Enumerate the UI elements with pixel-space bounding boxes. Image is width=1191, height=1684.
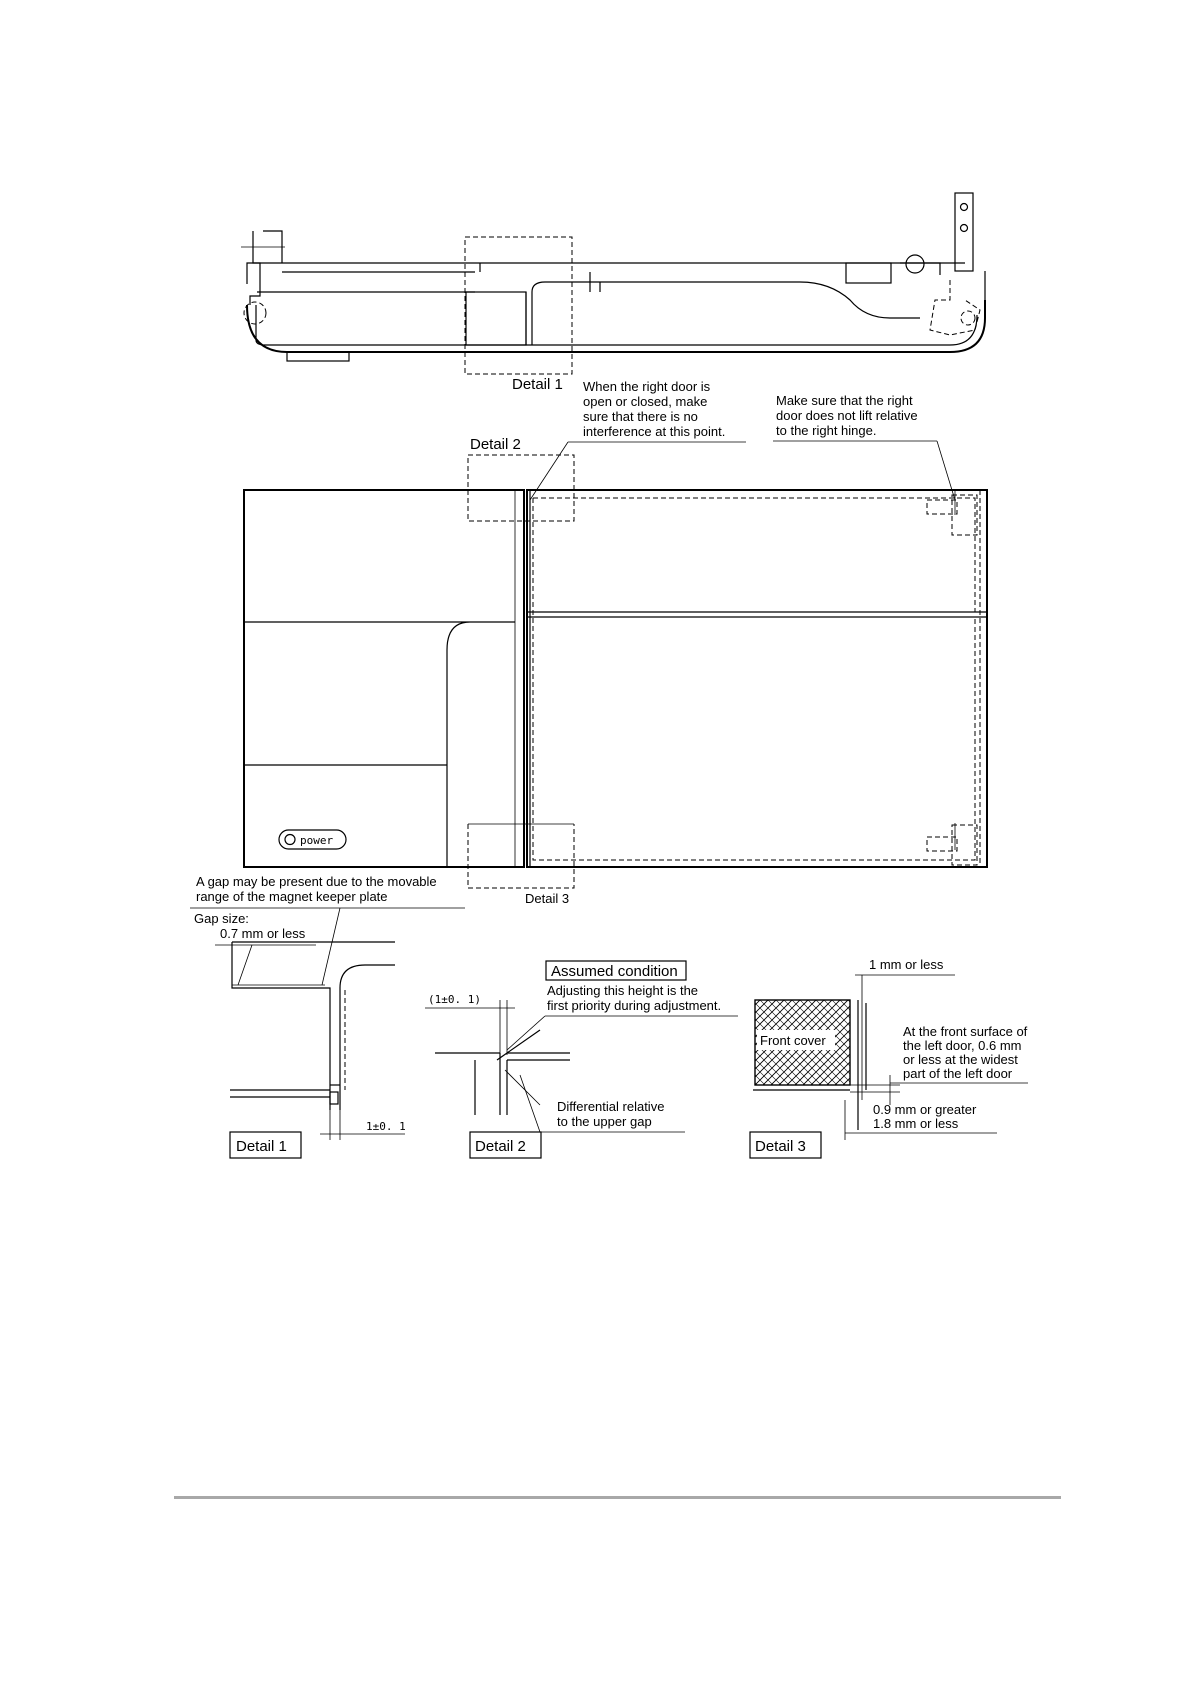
gap-size-value: 0.7 mm or less [220, 926, 306, 941]
note-front-surface-line-2: the left door, 0.6 mm [903, 1038, 1022, 1053]
note-priority-line-2: first priority during adjustment. [547, 998, 722, 1013]
note-interference [530, 379, 746, 500]
note-differential-line-2: to the upper gap [557, 1114, 652, 1129]
detail3-caption: Detail 3 [755, 1138, 806, 1155]
note-bottom-line-2: 1.8 mm or less [873, 1116, 959, 1131]
note-differential-line-1: Differential relative [557, 1099, 665, 1114]
note-front-surface-line-4: part of the left door [903, 1066, 1013, 1081]
note-gap-line-2: range of the magnet keeper plate [196, 889, 388, 904]
detail1-box-label: Detail 1 [512, 376, 563, 393]
front-cover-label: Front cover [760, 1033, 826, 1048]
front-view [244, 436, 987, 906]
note-lift-line-3: to the right hinge. [776, 423, 877, 438]
power-label: power [300, 834, 334, 847]
power-button[interactable] [279, 830, 346, 849]
note-gap-line-1: A gap may be present due to the movable [196, 874, 437, 889]
note-lift-line-1: Make sure that the right [776, 393, 913, 408]
assumed-condition-label: Assumed condition [551, 963, 678, 980]
note-interference-line-1: When the right door is [583, 379, 711, 394]
note-interference-line-3: sure that there is no [583, 409, 698, 424]
detail3-top-dim: 1 mm or less [869, 957, 944, 972]
note-interference-line-2: open or closed, make [583, 394, 708, 409]
detail2-caption: Detail 2 [475, 1138, 526, 1155]
note-lift [773, 393, 955, 500]
detail1-section [194, 911, 406, 1158]
detail3-section [750, 957, 1028, 1158]
detail3-box-label: Detail 3 [525, 891, 570, 906]
note-bottom-line-1: 0.9 mm or greater [873, 1102, 977, 1117]
top-view [241, 193, 985, 393]
note-front-surface-line-3: or less at the widest [903, 1052, 1018, 1067]
gap-size-title: Gap size: [194, 911, 249, 926]
detail2-dimension: (1±0. 1) [428, 993, 481, 1006]
note-front-surface-line-1: At the front surface of [903, 1024, 1028, 1039]
detail2-box-label: Detail 2 [470, 436, 521, 453]
detail1-dimension: 1±0. 1 [366, 1120, 406, 1133]
detail1-caption: Detail 1 [236, 1138, 287, 1155]
detail2-section [425, 961, 738, 1158]
footer-rule [174, 1496, 1061, 1499]
note-lift-line-2: door does not lift relative [776, 408, 918, 423]
note-priority-line-1: Adjusting this height is the [547, 983, 699, 998]
note-interference-line-4: interference at this point. [583, 424, 726, 439]
